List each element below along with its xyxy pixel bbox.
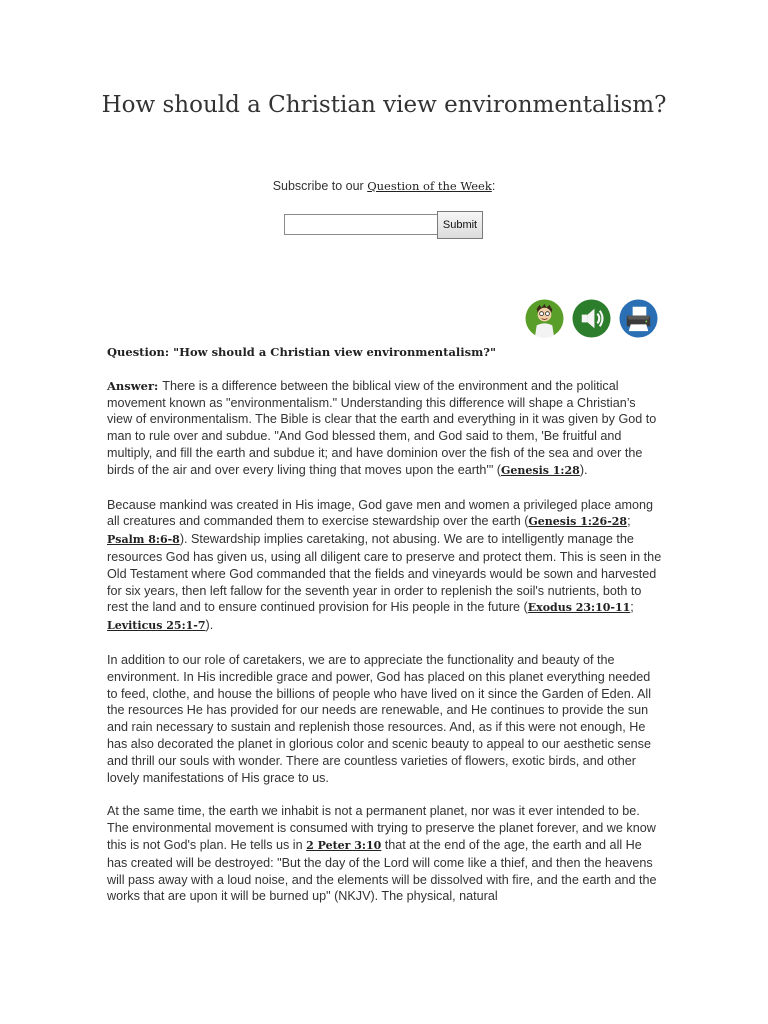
- answer-paragraph-2: [107, 497, 663, 635]
- answer-paragraph-3: In addition to our role of caretakers, we are to appreciate the functionality and beauty of the environment. In His incredible grace and power, God has placed on this planet everything needed to feed, clothe, and house the billions of people who have lived on it since the Garden of Eden. All the resources He has provided for our needs are renewable, and He continues to provide the sun and rain necessary to sustain and replenish those resources. And, as if this were not enough, He has also decorated the planet in glorious color and scenic beauty to appeal to our aesthetic sense and thrill our souls with wonder. There are countless varieties of flowers, exotic birds, and other lovely manifestations of His grace to us.: [107, 652, 651, 785]
- subscribe-suffix: :: [491, 179, 496, 193]
- action-icons: [525, 299, 658, 343]
- scripture-link-exodus-23[interactable]: Exodus 23:10-11: [527, 601, 631, 615]
- question-of-the-week-link[interactable]: Question of the Week: [367, 179, 492, 193]
- paragraph-text: ). Stewardship implies caretaking, not abusing. We are to intelligently manage the resources God has given us, using all diligent care to preserve and protect them. This is seen in the Old Testament where God commanded that the fields and vineyards would be sown and harvested for six years, then left fallow for the seventh year in order to replenish the soil's nutrients, both to rest the land and to ensure continued provision for His people in the future (: [107, 532, 662, 615]
- paragraph-text: There is a difference between the biblical view of the environment and the political movement known as "environmentalism." Understanding this difference will shape a Christian’s view of environmentalism. The Bible is clear that the earth and everything in it was given by God to man to rule over and subdue. "And God blessed them, and God said to them, 'Be fruitful and multiply, and fill the earth and subdue it; and have dominion over the fish of the sea and over the birds of the air and over every living thing that moves upon the earth'" (: [107, 378, 657, 477]
- subscribe-form: [284, 211, 483, 239]
- subscribe-line: [0, 179, 768, 193]
- paragraph-text: ;: [627, 514, 631, 529]
- page-title: How should a Christian view environmentalism?: [101, 92, 667, 118]
- question-text: "How should a Christian view environmentalism?": [173, 345, 497, 359]
- paragraph-text: Because mankind was created in His image, God gave men and women a privileged place among all creatures and commanded them to exercise stewardship over the earth (: [107, 497, 654, 529]
- paragraph-text: that at the end of the age, the earth and all He has created will be destroyed: "But the day of the Lord will come like a thief, and then the heavens will pass away with a loud noise, and the elements will be dissolved with fire, and the earth and the works that are upon it will be burned up" (NKJV). The physical, natural: [107, 837, 657, 904]
- email-field[interactable]: [284, 214, 437, 235]
- answer-paragraph-4: [107, 803, 663, 905]
- article-body: [107, 344, 663, 922]
- question-label: Question:: [107, 345, 174, 359]
- printer-icon[interactable]: [619, 299, 658, 343]
- paragraph-text: ).: [205, 618, 214, 633]
- answer-paragraph-1: [107, 378, 663, 480]
- scripture-link-genesis-1-28[interactable]: Genesis 1:28: [501, 463, 580, 477]
- paragraph-text: ).: [579, 462, 588, 477]
- paragraph-text: At the same time, the earth we inhabit is not a permanent planet, nor was it ever intended to be. The environmental movement is consumed with trying to preserve the planet forever, and we know this is not God's plan. He tells us in: [107, 804, 656, 852]
- scripture-link-psalm-8[interactable]: Psalm 8:6-8: [107, 533, 180, 547]
- submit-button[interactable]: Submit: [437, 211, 483, 239]
- question-paragraph: [107, 344, 663, 361]
- mascot-icon[interactable]: [525, 299, 564, 343]
- scripture-link-2-peter-3-10[interactable]: 2 Peter 3:10: [306, 838, 382, 852]
- answer-label: Answer:: [107, 378, 163, 393]
- scripture-link-leviticus-25[interactable]: Leviticus 25:1-7: [107, 619, 206, 633]
- subscribe-prefix: Subscribe to our: [272, 179, 368, 193]
- scripture-link-genesis-1-26[interactable]: Genesis 1:26-28: [528, 515, 628, 529]
- paragraph-text: ;: [630, 600, 634, 615]
- audio-speaker-icon[interactable]: [572, 299, 611, 343]
